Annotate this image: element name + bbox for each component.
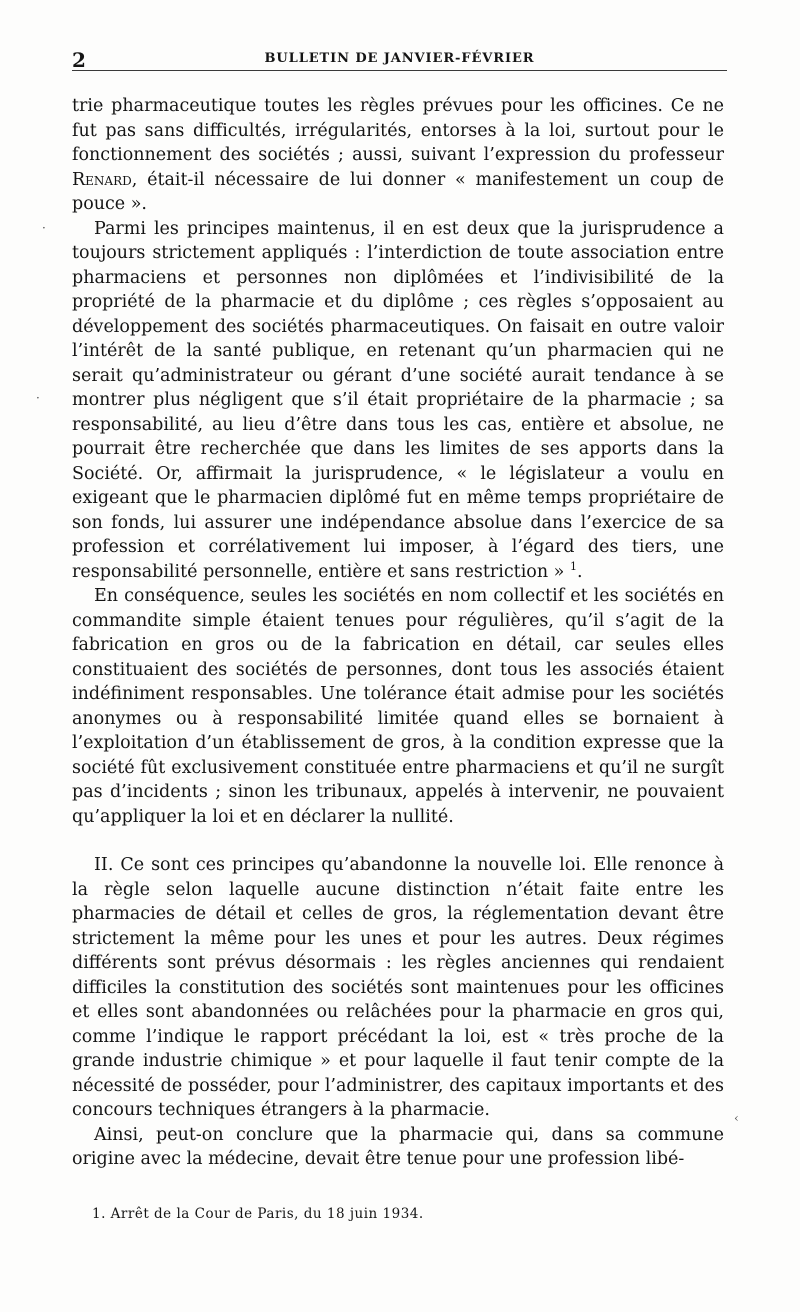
paragraph-section-ii xyxy=(72,853,724,1123)
print-speck: ‹ xyxy=(734,1111,739,1125)
body-text xyxy=(72,94,724,1172)
page-header xyxy=(72,44,727,71)
print-speck: · xyxy=(36,391,40,405)
author-name-renard: Renard xyxy=(72,169,132,190)
paragraph-3-text: En conséquence, seules les sociétés en nom collectif et les sociétés en commandite simple étaient tenues pour régulières, qu’il s’agit de la fabrication en gros ou de la fabrication en détail, car seules elles constituaient des sociétés de personnes, dont tous les associés étaient indéfiniment responsables. Une tolérance était admise pour les sociétés anonymes ou à responsabilité limitée quand elles se bornaient à l’exploitation d’un établissement de gros, à la condition expresse que la société fût exclusivement constituée entre pharmaciens et qu’il ne surgît pas d’incidents ; sinon les tribunaux, appelés à intervenir, ne pouvaient qu’appliquer la loi et en déclarer la nullité. xyxy=(72,586,724,827)
paragraph-4-text: II. Ce sont ces principes qu’abandonne la nouvelle loi. Elle renonce à la règle selon laquelle aucune distinction n’était faite entre les pharmacies de détail et celles de gros, la réglementation devant être strictement la même pour les unes et pour les autres. Deux régimes différents sont prévus désormais : les règles anciennes qui rendaient difficiles la constitution des sociétés sont maintenues pour les officines et elles sont abandonnées ou relâchées pour la pharmacie en gros qui, comme l’indique le rapport précédant la loi, est « très proche de la grande industrie chimique » et pour laquelle il faut tenir compte de la nécessité de posséder, pour l’administrer, des capitaux importants et des concours techniques étrangers à la pharmacie. xyxy=(72,855,724,1120)
running-title: BULLETIN DE JANVIER-FÉVRIER xyxy=(264,51,535,66)
paragraph-continuation xyxy=(72,94,724,217)
paragraph-consequence xyxy=(72,584,724,829)
paragraph-1-text-end: , était-il nécessaire de lui donner « manifestement un coup de pouce ». xyxy=(72,169,724,214)
page-number: 2 xyxy=(72,48,86,72)
paragraph-2-text: Parmi les principes maintenus, il en est deux que la jurisprudence a toujours strictement appliqués : l’interdiction de toute association entre pharmaciens et personnes non diplômées et l’indivisibilité de la propriété de la pharmacie et du diplôme ; ces règles s’opposaient au développement des sociétés pharmaceutiques. On faisait en outre valoir l’intérêt de la santé publique, en retenant qu’un pharmacien qui ne serait qu’administrateur ou gérant d’une société aurait tendance à se montrer plus négligent que s’il était propriétaire de la pharmacie ; sa responsabilité, au lieu d’être dans tous les cas, entière et absolue, ne pourrait être recherchée que dans les limites de ses apports dans la Société. Or, affirmait la jurisprudence, « le législateur a voulu en exigeant que le pharmacien diplômé fut en même temps propriétaire de son fonds, lui assurer une indépendance absolue dans l’exercice de sa profession et corrélativement lui imposer, à l’égard des tiers, une responsabilité personnelle, entière et sans restriction » xyxy=(72,218,724,582)
print-speck: · xyxy=(42,221,46,235)
paragraph-5-text: Ainsi, peut-on conclure que la pharmacie qui, dans sa commune origine avec la médecine, devait être tenue pour une profession libé- xyxy=(72,1124,724,1169)
footnote-reference: 1 xyxy=(569,559,577,573)
paragraph-principes: Parmi les principes maintenus, il en est deux que la jurisprudence a toujours strictement appliqués : l’interdiction de toute association entre pharmaciens et personnes non diplômées et l’indivisibilité de la propriété de la pharmacie et du diplôme ; ces règles s’opposaient au développement des sociétés pharmaceutiques. On faisait en outre valoir l’intérêt de la santé publique, en retenant qu’un pharmacien qui ne serait qu’administrateur ou gérant d’une société aurait tendance à se montrer plus négligent que s’il était propriétaire de la pharmacie ; sa responsabilité, au lieu d’être dans tous les cas, entière et absolue, ne pourrait être recherchée que dans les limites de ses apports dans la Société. Or, affirmait la jurisprudence, « le législateur a voulu en exigeant que le pharmacien diplômé fut en même temps propriétaire de son fonds, lui assurer une indépendance absolue dans l’exercice de sa profession et corrélativement lui imposer, à l’égard des tiers, une responsabilité personnelle, entière et sans restriction » $^1$. xyxy=(72,218,724,582)
paragraph-1-text-start: trie pharmaceutique toutes les règles prévues pour les officines. Ce ne fut pas sans difficultés, irrégularités, entorses à la loi, surtout pour le fonctionnement des sociétés ; aussi, suivant l’expression du professeur xyxy=(72,96,724,165)
paragraph-conclusion xyxy=(72,1123,724,1172)
footnote: 1. Arrêt de la Cour de Paris, du 18 juin 1934. xyxy=(92,1206,424,1222)
